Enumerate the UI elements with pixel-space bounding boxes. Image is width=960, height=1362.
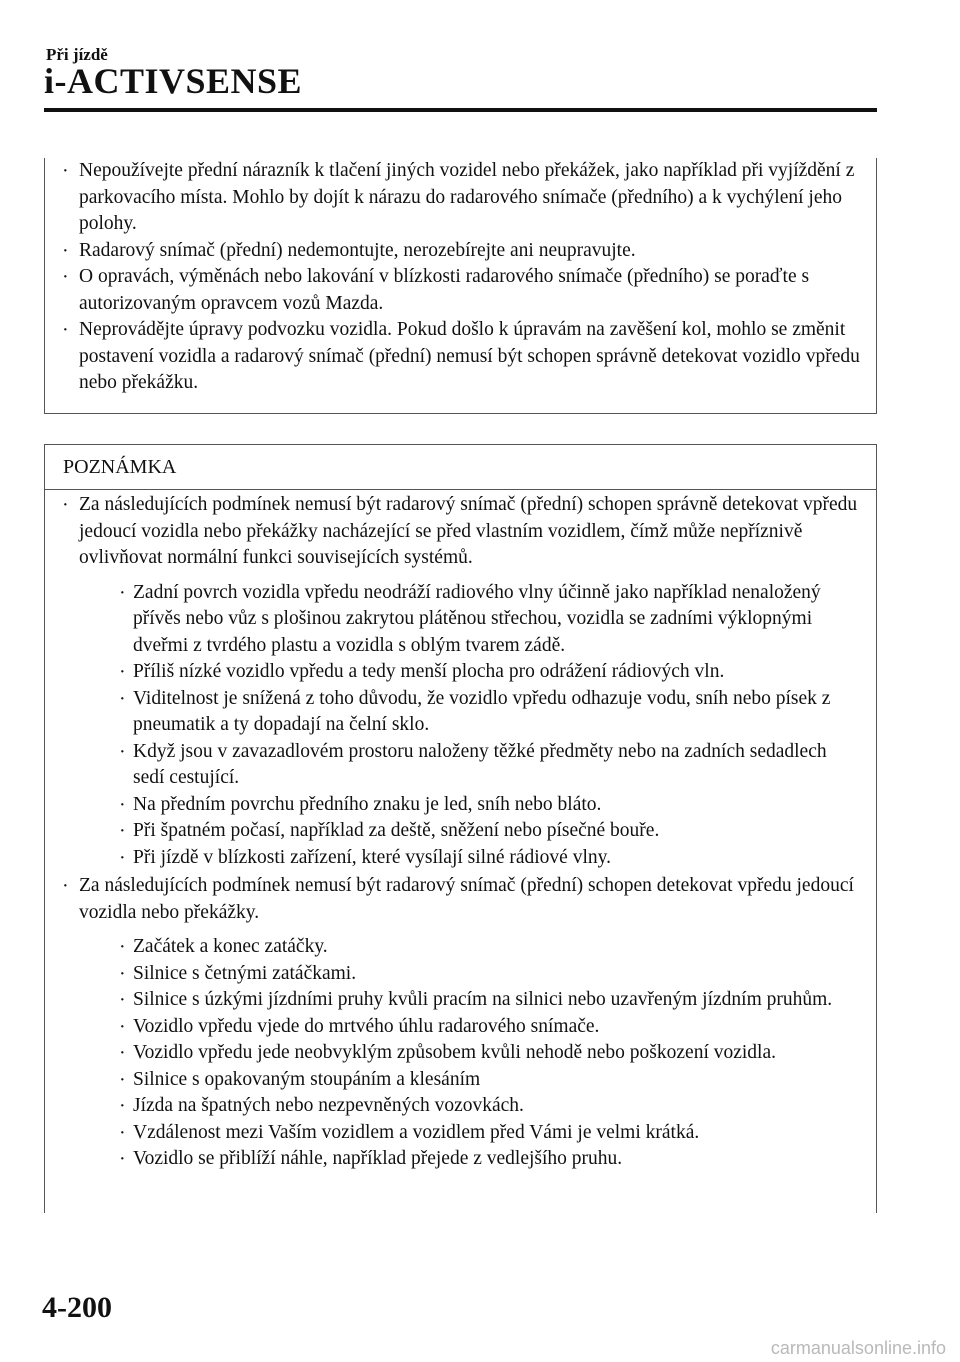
- item-text: Vozidlo se přiblíží náhle, například přejede z vedlejšího pruhu.: [133, 1148, 623, 1169]
- item-text: Za následujících podmínek nemusí být radarový snímač (přední) schopen detekovat vpředu jedoucí vozidla nebo překážky.: [79, 875, 854, 923]
- bullet-icon: ·: [119, 936, 126, 958]
- list-item: [79, 934, 868, 961]
- warning-box: [44, 158, 877, 414]
- item-text: Za následujících podmínek nemusí být radarový snímač (přední) schopen správně detekovat vpředu jedoucí vozidla nebo překážky nacházející se před vlastním vozidlem, čímž může nepříznivě ovlivňovat normální funkci souvisejících systémů.: [79, 494, 858, 568]
- list-item: [45, 492, 876, 871]
- item-text: Při špatném počasí, například za deště, sněžení nebo písečné bouře.: [133, 820, 660, 841]
- item-text: Když jsou v zavazadlovém prostoru naloženy těžké předměty nebo na zadních sedadlech sedí cestující.: [133, 740, 827, 788]
- section-label: Při jízdě: [46, 45, 108, 64]
- list-item: [45, 317, 876, 397]
- bullet-icon: ·: [119, 1068, 126, 1091]
- list-item: [79, 1067, 868, 1094]
- item-text: Silnice s opakovaným stoupáním a klesáním: [133, 1068, 481, 1090]
- bullet-icon: ·: [62, 239, 69, 262]
- list-item: [79, 659, 868, 686]
- bullet-icon: ·: [119, 846, 126, 869]
- item-text: O opravách, výměnách nebo lakování v blízkosti radarového snímače (předního) se poraďte s autorizovaným opravcem vozů Mazda.: [79, 266, 810, 314]
- bullet-icon: ·: [119, 687, 126, 710]
- bullet-icon: ·: [119, 1148, 126, 1170]
- item-text: Vozidlo vpředu vjede do mrtvého úhlu radarového snímače.: [133, 1015, 600, 1037]
- bullet-icon: ·: [119, 962, 126, 985]
- title-divider: [44, 108, 877, 112]
- item-text: Viditelnost je snížená z toho důvodu, že vozidlo vpředu odhazuje vodu, sníh nebo písek z pneumatik a ty dopadají na čelní sklo.: [133, 687, 831, 735]
- item-text: Na předním povrchu předního znaku je led, sníh nebo bláto.: [133, 793, 602, 815]
- note-heading: POZNÁMKA: [45, 445, 876, 490]
- bullet-icon: ·: [119, 793, 126, 816]
- bullet-icon: ·: [119, 740, 126, 763]
- sub-list: [79, 934, 868, 1173]
- page-title: i-ACTIVSENSE: [44, 61, 303, 101]
- list-item: [79, 1014, 868, 1041]
- bullet-icon: ·: [119, 1042, 126, 1064]
- bullet-icon: ·: [119, 1121, 126, 1144]
- list-item: [79, 961, 868, 988]
- list-item: [45, 158, 876, 238]
- note-box: [44, 444, 877, 1213]
- bullet-icon: ·: [119, 661, 126, 683]
- bullet-icon: ·: [62, 494, 69, 516]
- bullet-icon: ·: [119, 989, 126, 1011]
- item-text: Radarový snímač (přední) nedemontujte, nerozebírejte ani neupravujte.: [79, 239, 636, 261]
- item-text: Zadní povrch vozidla vpředu neodráží radiového vlny účinně jako například nenaložený přívěs nebo vůz s plošinou zakrytou plátěnou střechou, vozidla se zadními výklopnými dveřmi z tvrdého plastu a vozidla s oblým tvarem zádě.: [133, 581, 821, 656]
- list-item: [79, 1120, 868, 1147]
- bullet-icon: ·: [119, 1015, 126, 1038]
- list-item: [79, 818, 868, 845]
- bullet-icon: ·: [119, 1095, 126, 1117]
- bullet-icon: ·: [62, 266, 69, 288]
- list-item: [45, 264, 876, 317]
- item-text: Silnice s četnými zatáčkami.: [133, 962, 357, 984]
- item-text: Nepoužívejte přední nárazník k tlačení jiných vozidel nebo překážek, jako například při vyjíždění z parkovacího místa. Mohlo by dojít k nárazu do radarového snímače (předního) a k vychýlení jeho polohy.: [79, 160, 855, 234]
- list-item: [79, 845, 868, 872]
- item-text: Vozidlo vpředu jede neobvyklým způsobem kvůli nehodě nebo poškození vozidla.: [133, 1042, 777, 1063]
- item-text: Při jízdě v blízkosti zařízení, které vysílají silné rádiové vlny.: [133, 846, 611, 868]
- bullet-icon: ·: [62, 160, 69, 182]
- item-text: Silnice s úzkými jízdními pruhy kvůli pracím na silnici nebo uzavřeným jízdním pruhům.: [133, 989, 833, 1010]
- item-text: Neprovádějte úpravy podvozku vozidla. Pokud došlo k úpravám na zavěšení kol, mohlo se změnit postavení vozidla a radarový snímač (přední) nemusí být schopen správně detekovat vozidlo vpředu nebo překážku.: [79, 319, 860, 393]
- note-list: [45, 492, 876, 1175]
- page-number: 4-200: [42, 1291, 112, 1324]
- item-text: Vzdálenost mezi Vaším vozidlem a vozidlem před Vámi je velmi krátká.: [133, 1121, 700, 1143]
- sub-list: [79, 580, 868, 872]
- watermark[interactable]: carmanualsonline.info: [770, 1338, 946, 1358]
- list-item: [79, 1040, 868, 1067]
- item-text: Jízda na špatných nebo nezpevněných vozovkách.: [133, 1095, 524, 1116]
- list-item: [79, 1146, 868, 1173]
- bullet-icon: ·: [62, 875, 69, 897]
- item-text: Příliš nízké vozidlo vpředu a tedy menší plocha pro odrážení rádiových vln.: [133, 661, 725, 682]
- list-item: [79, 686, 868, 739]
- item-text: Začátek a konec zatáčky.: [133, 936, 328, 957]
- list-item: [79, 580, 868, 660]
- list-item: [79, 987, 868, 1014]
- bullet-icon: ·: [62, 319, 69, 341]
- list-item: [79, 792, 868, 819]
- list-item: [79, 739, 868, 792]
- bullet-icon: ·: [119, 820, 126, 842]
- list-item: [79, 1093, 868, 1120]
- warning-list: [45, 158, 876, 397]
- bullet-icon: ·: [119, 581, 126, 604]
- list-item: [45, 238, 876, 265]
- list-item: [45, 873, 876, 1173]
